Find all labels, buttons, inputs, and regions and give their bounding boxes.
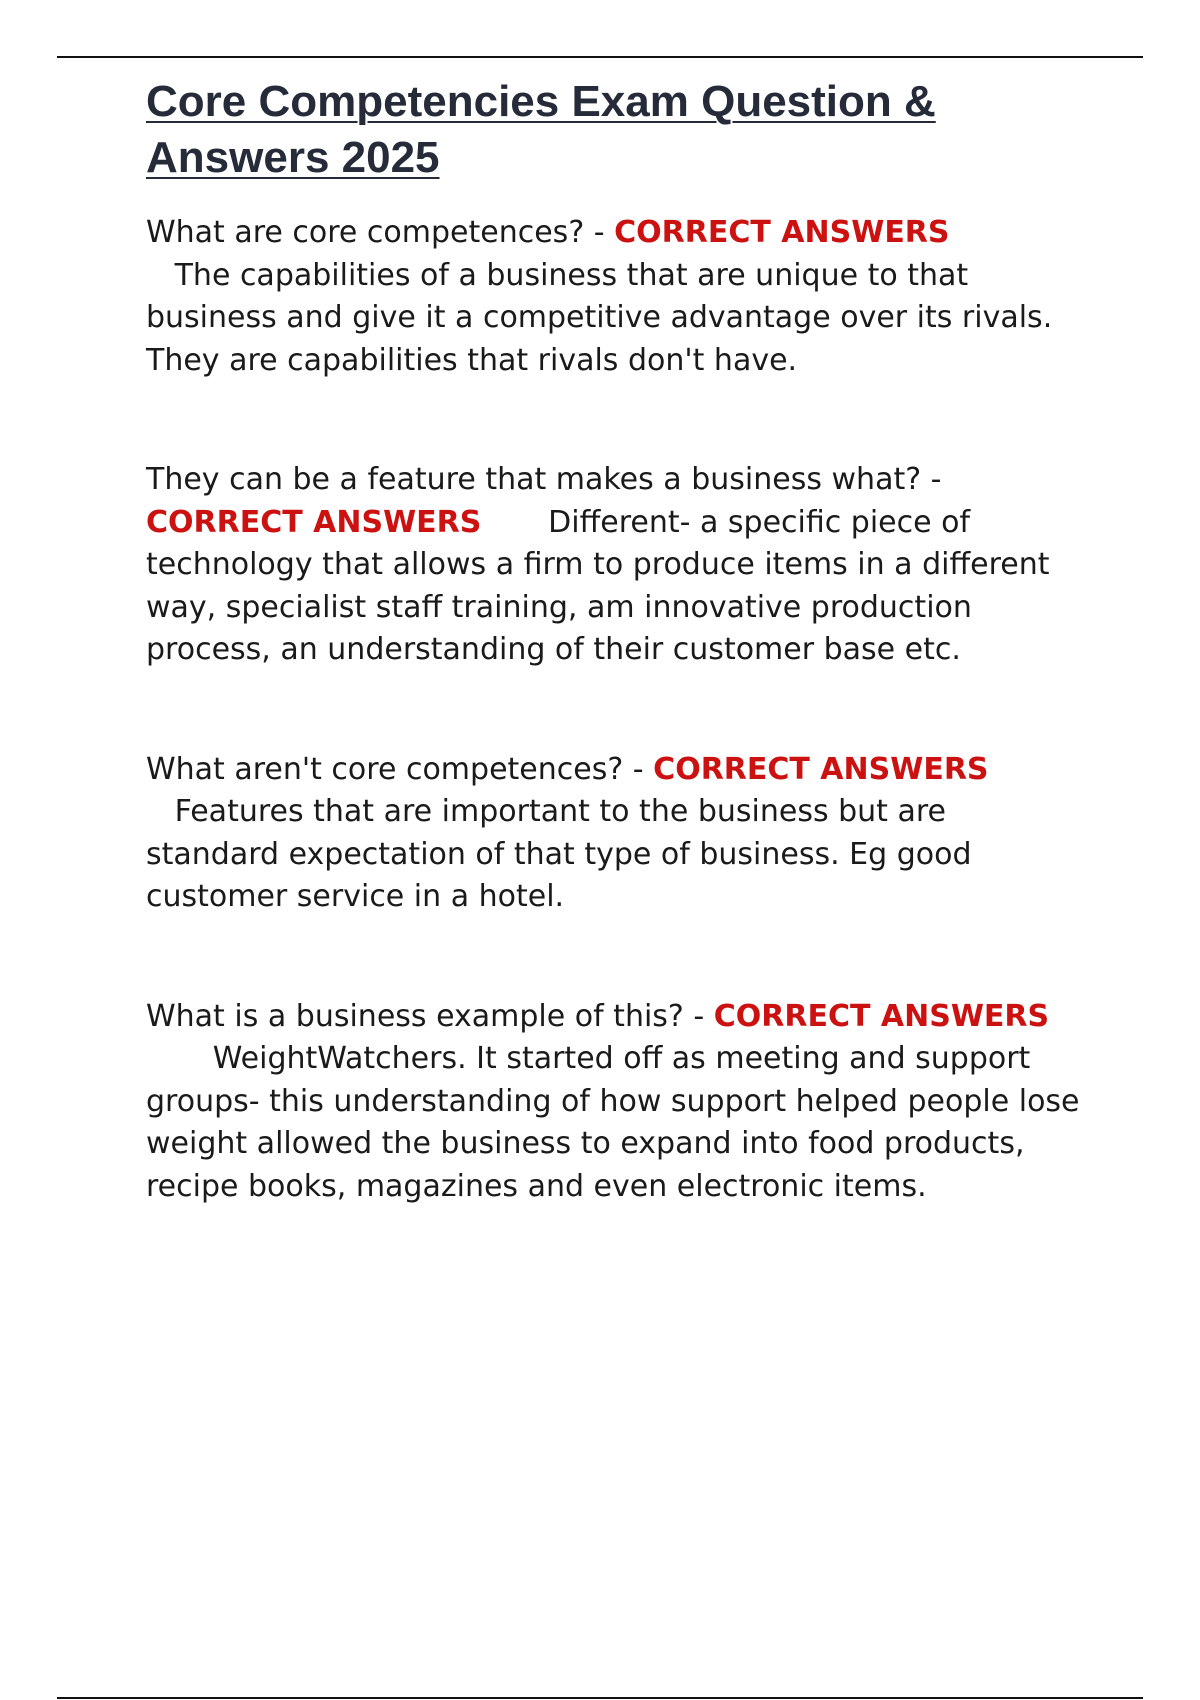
document-title: Core Competencies Exam Question & Answers 2025	[146, 77, 936, 182]
answer-tag: CORRECT ANSWERS	[614, 215, 950, 250]
qa-item	[146, 749, 1086, 919]
answer-tag: CORRECT ANSWERS	[713, 998, 1050, 1034]
answer-text: The capabilities of a business that are unique to that business and give it a competitive advantage over its rivals. They are capabilities that rivals don't have.	[146, 257, 1053, 378]
question-text: What is a business example of this? -	[146, 998, 705, 1034]
bottom-rule	[57, 1697, 1143, 1699]
question-text: What aren't core competences? -	[146, 751, 644, 787]
answer-text: WeightWatchers. It started off as meeting and support groups- this understanding of how support helped people lose weight allowed the business to expand into food products, recipe books, magazines and even electronic items.	[146, 1041, 1080, 1204]
question-text: What are core competences? -	[146, 215, 605, 250]
top-rule	[57, 56, 1143, 58]
question-text: They can be a feature that makes a business what? -	[146, 462, 942, 497]
qa-item	[146, 212, 1086, 382]
answer-text: Features that are important to the business but are standard expectation of that type of business. Eg good customer service in a hotel.	[146, 794, 972, 914]
answer-text: Different- a specific piece of technology that allows a firm to produce items in a different way, specialist staff training, am innovative production process, an understanding of their customer base etc.	[146, 504, 1050, 667]
qa-item	[146, 459, 1086, 672]
answer-tag: CORRECT ANSWERS	[146, 504, 482, 540]
qa-item	[146, 996, 1086, 1209]
document-body	[146, 74, 1086, 1208]
answer-tag: CORRECT ANSWERS	[653, 751, 989, 787]
